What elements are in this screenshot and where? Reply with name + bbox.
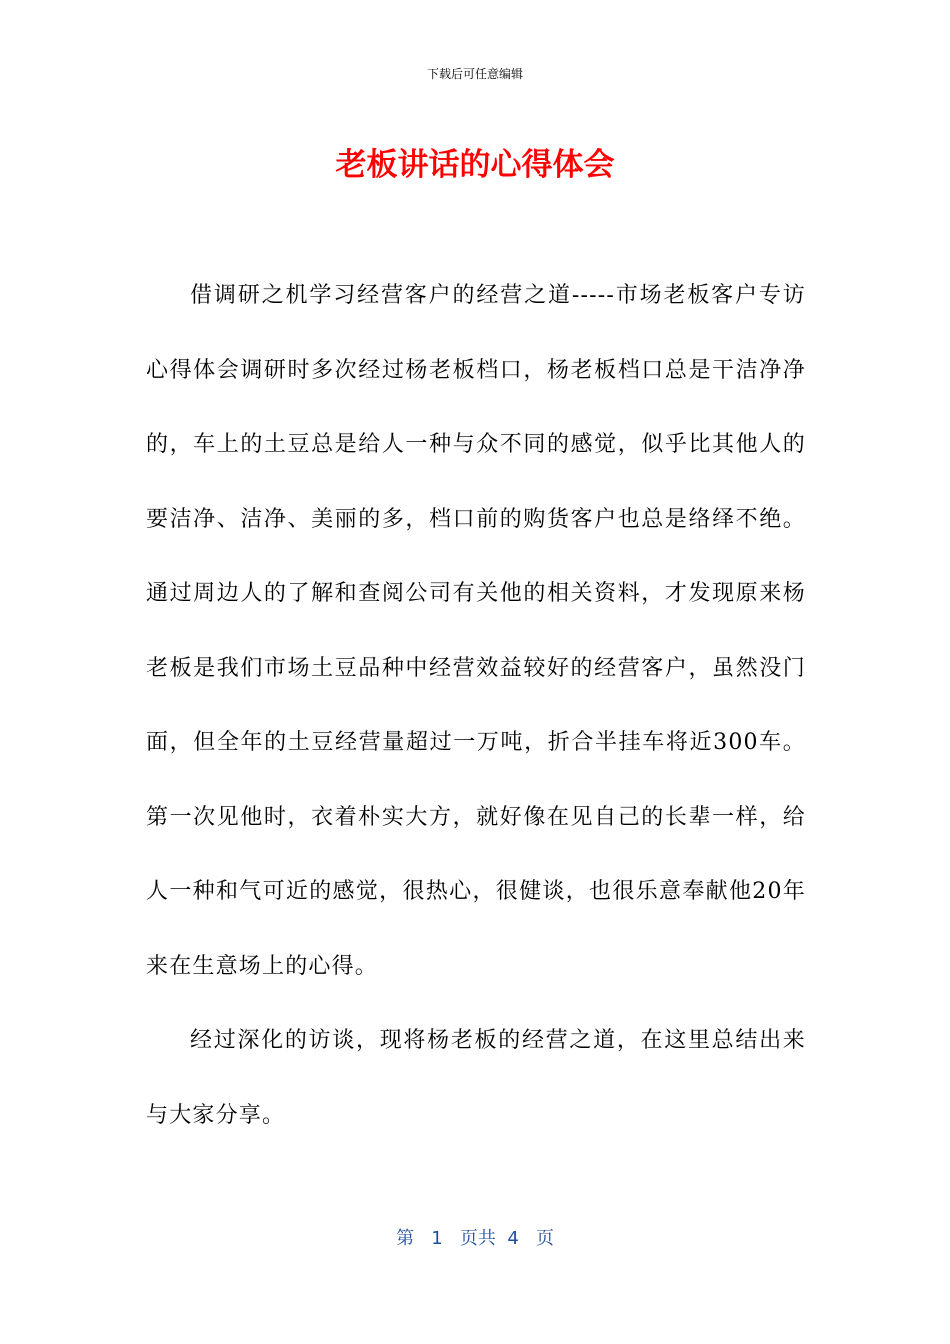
document-title: 老板讲话的心得体会 <box>335 147 615 183</box>
footer-end-label: 页 <box>535 1228 554 1249</box>
page-footer <box>0 1225 950 1253</box>
body-paragraph: 经过深化的访谈，现将杨老板的经营之道，在这里总结出来与大家分享。 <box>146 1028 806 1128</box>
header-note: 下载后可任意编辑 <box>426 67 523 81</box>
footer-total-label: 页共 <box>459 1228 496 1249</box>
footer-page-label: 第 <box>396 1228 415 1249</box>
current-page-number: 1 <box>431 1228 443 1249</box>
document-body <box>146 259 806 1153</box>
body-paragraph: 借调研之机学习经营客户的经营之道-----市场老板客户专访心得体会调研时多次经过杨老板档口，杨老板档口总是干洁净净的，车上的土豆总是给人一种与众不同的感觉，似乎比其他人的要洁净、洁净、美丽的多，档口前的购货客户也总是络绎不绝。通过周边人的了解和查阅公司有关他的相关资料，才发现原来杨老板是我们市场土豆品种中经营效益较好的经营客户，虽然没门面，但全年的土豆经营量超过一万吨，折合半挂车将近300车。第一次见他时，衣着朴实大方，就好像在见自己的长辈一样，给人一种和气可近的感觉，很热心，很健谈，也很乐意奉献他20年来在生意场上的心得。 <box>146 283 806 979</box>
total-pages-number: 4 <box>507 1228 519 1249</box>
